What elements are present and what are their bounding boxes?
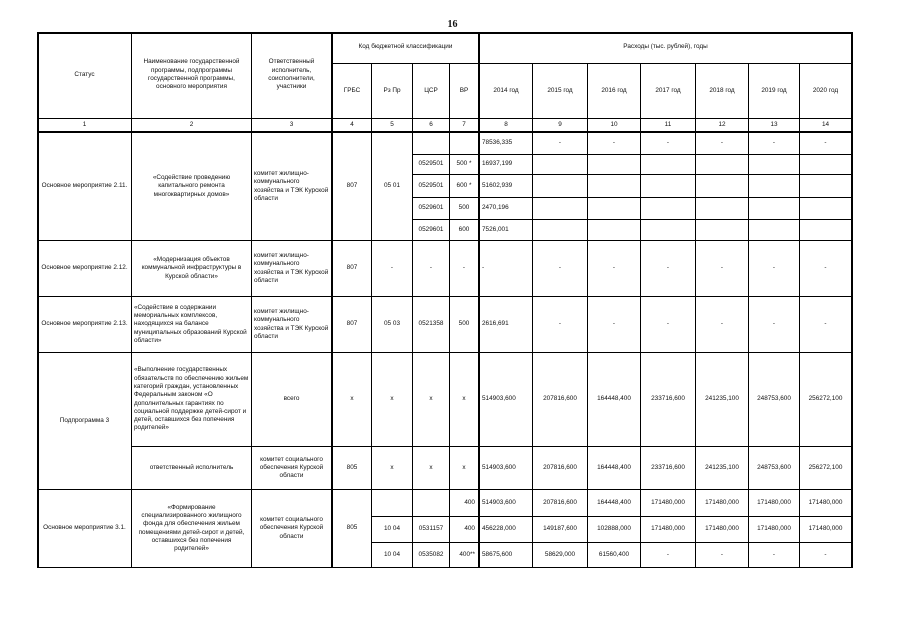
vr-cell: x [450,447,480,490]
column-number: 10 [588,119,641,133]
expense-value: - [533,297,588,353]
expense-value: - [641,241,696,297]
expense-value: - [533,241,588,297]
expense-value [588,198,641,220]
grbs-cell: 805 [333,490,372,568]
expense-value: 171480,000 [749,490,800,517]
rzpr-cell: 05 03 [372,297,413,353]
expense-value [800,175,853,198]
status-cell: Основное мероприятие 2.12. [38,241,132,297]
column-number: 4 [333,119,372,133]
vr-cell: 400** [450,543,480,568]
expense-value: 171480,000 [800,490,853,517]
expense-value: 61560,400 [588,543,641,568]
header-year: 2019 год [749,64,800,119]
expense-value [533,175,588,198]
expense-value: 51602,939 [480,175,533,198]
grbs-cell: 805 [333,447,372,490]
expense-value: 256272,100 [800,447,853,490]
status-cell: Основное мероприятие 2.13. [38,297,132,353]
expense-value [533,155,588,175]
rzpr-cell: 10 04 [372,517,413,543]
csr-cell: x [413,353,450,447]
expense-value: - [800,241,853,297]
expense-value: 248753,600 [749,447,800,490]
expense-value: - [749,241,800,297]
expense-value: - [749,133,800,155]
expense-value [588,155,641,175]
column-number: 13 [749,119,800,133]
rzpr-cell: x [372,447,413,490]
csr-cell: 0529501 [413,175,450,198]
rzpr-cell: - [372,241,413,297]
expense-value: 241235,100 [696,353,749,447]
header-year: 2020 год [800,64,853,119]
responsible-cell: комитет социального обеспечения Курской области [252,447,333,490]
expense-value: 207816,600 [533,490,588,517]
column-number: 3 [252,119,333,133]
expense-value [749,220,800,241]
expense-value: - [533,133,588,155]
expense-value [641,175,696,198]
expense-value [800,155,853,175]
expense-value [641,198,696,220]
header-responsible: Ответственный исполнитель, соисполнители, участники [252,32,333,119]
expense-value: 7526,001 [480,220,533,241]
vr-cell [450,133,480,155]
column-number: 9 [533,119,588,133]
name-cell: «Формирование специализированного жилищного фонда для обеспечения жильем помещениями детей-сирот и детей, оставшихся без попечения родителей» [132,490,252,568]
expense-value: - [696,543,749,568]
expense-value: 164448,400 [588,490,641,517]
expense-value: 171480,000 [696,517,749,543]
expense-value: - [480,241,533,297]
rzpr-cell: 05 01 [372,133,413,241]
status-cell: Основное мероприятие 2.11. [38,133,132,241]
responsible-cell: комитет жилищно-коммунального хозяйства и ТЭК Курской области [252,297,333,353]
expense-value [588,175,641,198]
header-expenses-group: Расходы (тыс. рублей), годы [480,32,853,64]
csr-cell: 0529501 [413,155,450,175]
expense-value: 171480,000 [800,517,853,543]
page-number: 16 [447,19,458,30]
expense-value: 207816,600 [533,447,588,490]
vr-cell: x [450,353,480,447]
expense-value: 78536,335 [480,133,533,155]
csr-cell: 0521358 [413,297,450,353]
expense-value: 514903,600 [480,447,533,490]
vr-cell: 400 [450,490,480,517]
header-code-group: Код бюджетной классификации [333,32,480,64]
vr-cell: 600 * [450,175,480,198]
expense-value: 171480,000 [696,490,749,517]
vr-cell: 400 [450,517,480,543]
expense-value [749,155,800,175]
expense-value: 233716,600 [641,353,696,447]
column-number: 1 [38,119,132,133]
column-number: 6 [413,119,450,133]
expense-value: - [696,241,749,297]
expense-value: - [800,543,853,568]
grbs-cell: x [333,353,372,447]
expense-value: - [696,297,749,353]
expense-value: - [588,133,641,155]
expense-value: 233716,600 [641,447,696,490]
header-year: 2017 год [641,64,696,119]
rzpr-cell: 10 04 [372,543,413,568]
status-cell: Основное мероприятие 3.1. [38,490,132,568]
column-number: 11 [641,119,696,133]
header-year: 2014 год [480,64,533,119]
vr-cell: 500 [450,297,480,353]
column-number: 2 [132,119,252,133]
grbs-cell: 807 [333,297,372,353]
responsible-cell: всего [252,353,333,447]
expense-value: - [588,297,641,353]
name-cell: «Модернизация объектов коммунальной инфраструктуры в Курской области» [132,241,252,297]
expense-value: 207816,600 [533,353,588,447]
expense-value: 164448,400 [588,353,641,447]
expense-value: 241235,100 [696,447,749,490]
expense-value: - [749,543,800,568]
expense-value: - [800,297,853,353]
expense-value: 58629,000 [533,543,588,568]
header-vr: ВР [450,64,480,119]
expense-value: 256272,100 [800,353,853,447]
expense-value: 514903,600 [480,353,533,447]
vr-cell: - [450,241,480,297]
expense-value [533,198,588,220]
header-csr: ЦСР [413,64,450,119]
expense-value [749,175,800,198]
expense-value: 58675,600 [480,543,533,568]
column-number: 8 [480,119,533,133]
csr-cell [413,490,450,517]
name-cell: «Выполнение государственных обязательств по обеспечению жильем категорий граждан, установленных Федеральным законом «О дополнительных гарантиях по социальной поддержке детей-сирот и детей, оставшихся без попечения родителей» [132,353,252,447]
expense-value: 171480,000 [749,517,800,543]
responsible-cell: комитет жилищно-коммунального хозяйства и ТЭК Курской области [252,241,333,297]
expense-value: - [641,133,696,155]
expense-value [696,198,749,220]
rzpr-cell: x [372,353,413,447]
expense-value: 2470,196 [480,198,533,220]
column-number: 7 [450,119,480,133]
vr-cell: 600 [450,220,480,241]
expense-value [800,220,853,241]
csr-cell: 0529601 [413,198,450,220]
csr-cell: 0529601 [413,220,450,241]
expense-value: - [641,543,696,568]
expense-value: 149187,600 [533,517,588,543]
expense-value: - [588,241,641,297]
csr-cell: 0535082 [413,543,450,568]
expense-value: 248753,600 [749,353,800,447]
header-name: Наименование государственной программы, подпрограммы государственной программы, основного мероприятия [132,32,252,119]
expense-value: 102888,000 [588,517,641,543]
csr-cell [413,133,450,155]
header-year: 2018 год [696,64,749,119]
expense-value: 171480,000 [641,517,696,543]
expense-value: - [696,133,749,155]
expense-value: 514903,600 [480,490,533,517]
expense-value: 164448,400 [588,447,641,490]
csr-cell: 0531157 [413,517,450,543]
expense-value [588,220,641,241]
csr-cell: - [413,241,450,297]
column-number: 12 [696,119,749,133]
column-number: 14 [800,119,853,133]
expense-value: - [800,133,853,155]
grbs-cell: 807 [333,133,372,241]
name-cell: «Содействие в содержании мемориальных комплексов, находящихся на балансе муниципальных образований Курской области» [132,297,252,353]
expense-value [641,220,696,241]
expense-value [696,220,749,241]
name-cell: «Содействие проведению капитального ремонта многоквартирных домов» [132,133,252,241]
expense-value: - [641,297,696,353]
header-rzpr: Рз Пр [372,64,413,119]
expense-value [696,155,749,175]
column-number: 5 [372,119,413,133]
header-grbs: ГРБС [333,64,372,119]
expense-value: 171480,000 [641,490,696,517]
header-status: Статус [38,32,132,119]
rzpr-cell [372,490,413,517]
expense-value: 16937,199 [480,155,533,175]
expense-value: 456228,000 [480,517,533,543]
vr-cell: 500 * [450,155,480,175]
grbs-cell: 807 [333,241,372,297]
responsible-cell: комитет социального обеспечения Курской области [252,490,333,568]
status-cell: Подпрограмма 3 [38,353,132,490]
expense-value [641,155,696,175]
expense-value [533,220,588,241]
expense-value [800,198,853,220]
header-year: 2016 год [588,64,641,119]
expense-value [749,198,800,220]
expense-value: - [749,297,800,353]
responsible-cell: комитет жилищно-коммунального хозяйства и ТЭК Курской области [252,133,333,241]
csr-cell: x [413,447,450,490]
header-year: 2015 год [533,64,588,119]
name-cell: ответственный исполнитель [132,447,252,490]
expense-value [696,175,749,198]
expense-value: 2616,691 [480,297,533,353]
vr-cell: 500 [450,198,480,220]
